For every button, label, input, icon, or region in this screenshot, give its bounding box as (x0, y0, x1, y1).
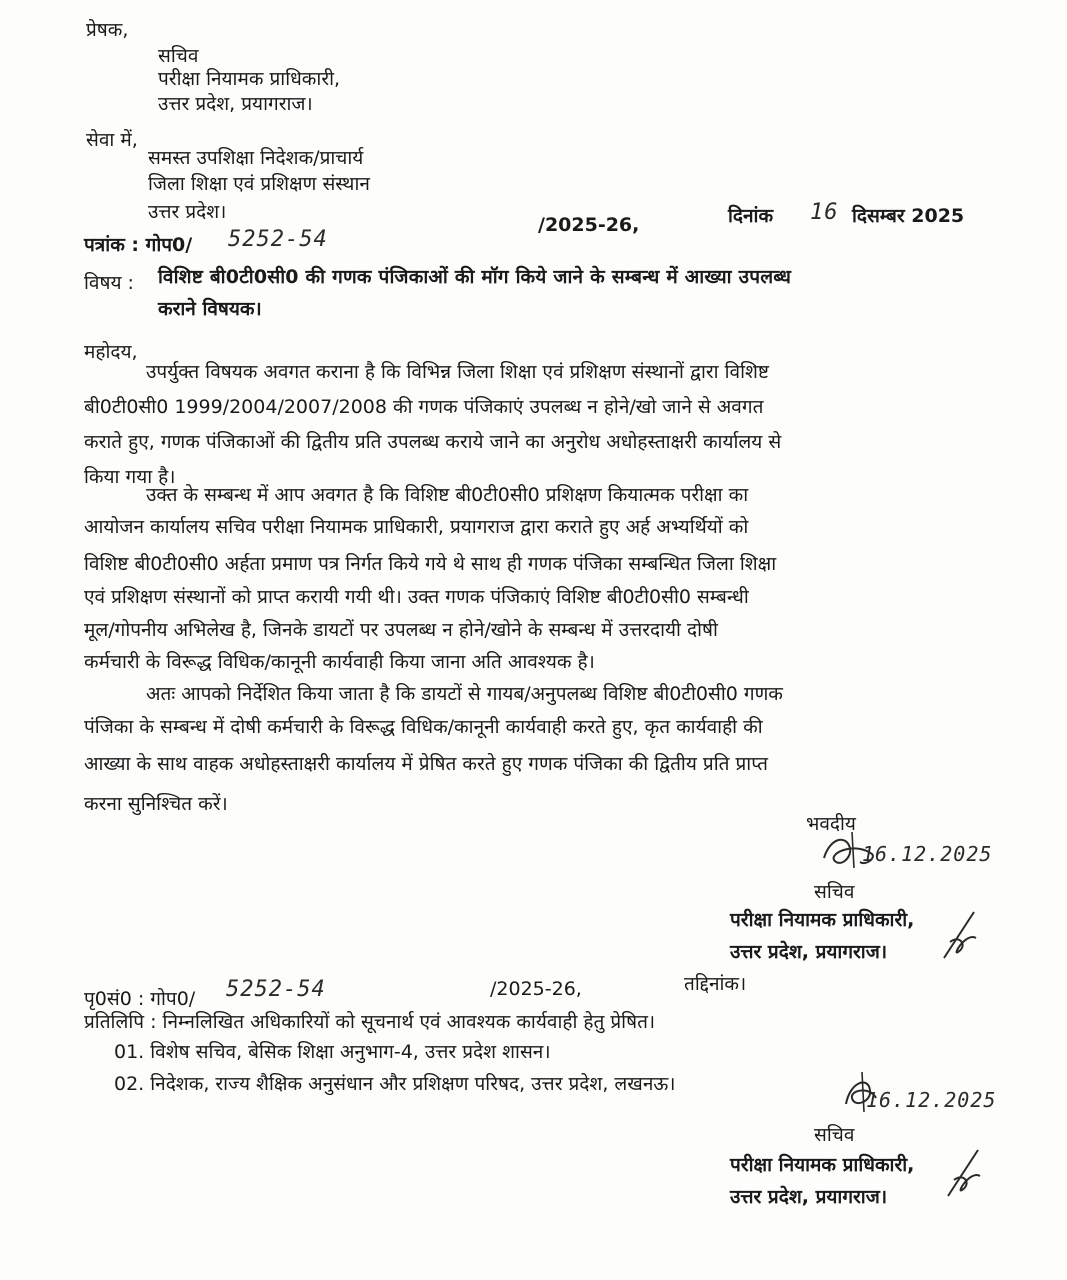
subject-label: विषय : (84, 272, 134, 294)
signature-handwritten-date: 16.12.2025 (862, 842, 993, 866)
body-line: पंजिका के सम्बन्ध में दोषी कर्मचारी के विरूद्ध विधिक/कानूनी कार्यवाही करते हुए, कृत कार्यवाही की (84, 716, 763, 738)
body-line: किया गया है। (84, 466, 176, 488)
recipient-line: समस्त उपशिक्षा निदेशक/प्राचार्य (148, 147, 364, 169)
copy-item: 02. निदेशक, राज्य शैक्षिक अनुसंधान और प्रशिक्षण परिषद, उत्तर प्रदेश, लखनऊ। (114, 1073, 676, 1095)
body-line: विशिष्ट बी0टी0सी0 अर्हता प्रमाण पत्र निर्गत किये गये थे साथ ही गणक पंजिका सम्बन्धित जिला शिक्षा (84, 553, 777, 575)
salutation: महोदय, (84, 341, 138, 363)
reference-year: /2025-26, (538, 214, 640, 236)
reference-handwritten-number: 5252-54 (228, 227, 328, 252)
recipient-label: सेवा में, (86, 129, 138, 151)
endorsement-date: तद्दिनांक। (684, 973, 747, 995)
endorsement-year: /2025-26, (490, 978, 582, 1000)
body-line: उपर्युक्त विषयक अवगत कराना है कि विभिन्न जिला शिक्षा एवं प्रशिक्षण संस्थानों द्वारा विशिष्ट (146, 361, 770, 383)
endorsement-prefix: पृ0सं0 : गोप0/ (84, 988, 196, 1010)
signatory-title: सचिव (814, 1124, 855, 1146)
sender-line: उत्तर प्रदेश, प्रयागराज। (158, 93, 313, 115)
body-line: कराते हुए, गणक पंजिकाओं की द्वितीय प्रति उपलब्ध कराये जाने का अनुरोध अधोहस्ताक्षरी कार्यालय से (84, 431, 782, 453)
body-line: करना सुनिश्चित करें। (84, 793, 228, 815)
signature-handwritten-date: 16.12.2025 (866, 1088, 997, 1112)
body-line: एवं प्रशिक्षण संस्थानों को प्राप्त करायी गयी थी। उक्त गणक पंजिकाएं विशिष्ट बी0टी0सी0 सम्बन्धी (84, 586, 749, 608)
body-line: कर्मचारी के विरूद्ध विधिक/कानूनी कार्यवाही किया जाना अति आवश्यक है। (84, 651, 595, 673)
endorsement-handwritten-number: 5252-54 (226, 977, 326, 1002)
body-line: अतः आपको निर्देशित किया जाता है कि डायटों से गायब/अनुपलब्ध विशिष्ट बी0टी0सी0 गणक (146, 683, 783, 705)
initials-mark (940, 908, 980, 964)
date-handwritten-day: 16 (810, 200, 839, 225)
signatory-title: सचिव (814, 881, 855, 903)
signatory-office: परीक्षा नियामक प्राधिकारी, (730, 1154, 915, 1176)
copy-item: 01. विशेष सचिव, बेसिक शिक्षा अनुभाग-4, उत्तर प्रदेश शासन। (114, 1041, 551, 1063)
body-line: मूल/गोपनीय अभिलेख है, जिनके डायटों पर उपलब्ध न होने/खोने के सम्बन्ध में उत्तरदायी दोषी (84, 619, 718, 641)
sender-line: परीक्षा नियामक प्राधिकारी, (158, 68, 341, 90)
subject-text: विशिष्ट बी0टी0सी0 की गणक पंजिकाओं की मॉग किये जाने के सम्बन्ध में आख्या उपलब्ध (158, 266, 792, 288)
recipient-line: उत्तर प्रदेश। (148, 201, 227, 223)
date-label: दिनांक (728, 205, 774, 227)
signatory-location: उत्तर प्रदेश, प्रयागराज। (730, 941, 888, 963)
date-month-year: दिसम्बर 2025 (852, 205, 965, 227)
signatory-office: परीक्षा नियामक प्राधिकारी, (730, 909, 915, 931)
subject-line (158, 265, 1000, 289)
body-line: बी0टी0सी0 1999/2004/2007/2008 की गणक पंजिकाएं उपलब्ध न होने/खो जाने से अवगत (84, 396, 764, 418)
closing: भवदीय (806, 813, 856, 835)
signatory-location: उत्तर प्रदेश, प्रयागराज। (730, 1186, 888, 1208)
body-line: आख्या के साथ वाहक अधोहस्ताक्षरी कार्यालय में प्रेषित करते हुए गणक पंजिका की द्वितीय प्रति प्राप्त (84, 753, 768, 775)
subject-line-2: कराने विषयक। (158, 298, 262, 320)
body-line: उक्त के सम्बन्ध में आप अवगत है कि विशिष्ट बी0टी0सी0 प्रशिक्षण कियात्मक परीक्षा का (146, 484, 749, 506)
recipient-line: जिला शिक्षा एवं प्रशिक्षण संस्थान (148, 173, 370, 195)
body-line: आयोजन कार्यालय सचिव परीक्षा नियामक प्राधिकारी, प्रयागराज द्वारा कराते हुए अर्ह अभ्यर्थियों को (84, 516, 749, 538)
initials-mark (944, 1146, 984, 1202)
sender-label: प्रेषक, (86, 19, 129, 41)
sender-line: सचिव (158, 45, 199, 67)
reference-prefix: पत्रांक : गोप0/ (84, 234, 193, 256)
copy-line: प्रतिलिपि : निम्नलिखित अधिकारियों को सूचनार्थ एवं आवश्यक कार्यवाही हेतु प्रेषित। (84, 1011, 656, 1033)
